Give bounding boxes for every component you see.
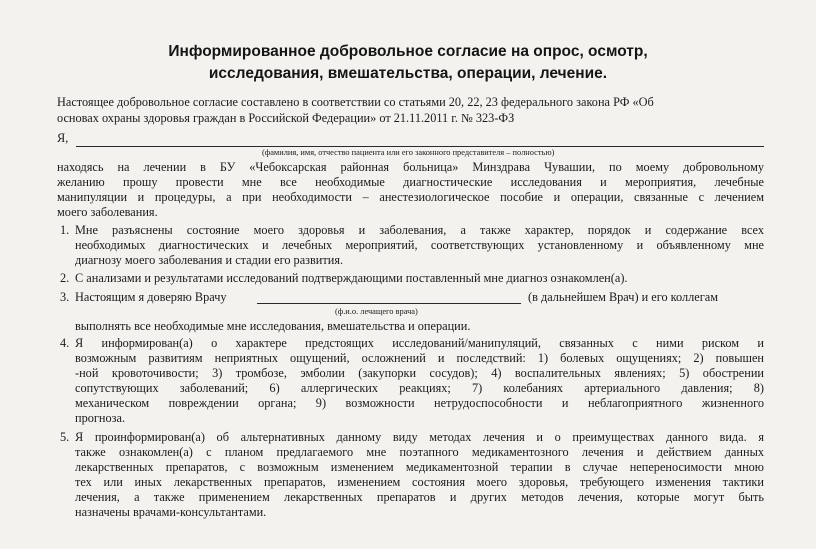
item-5-line-5: лечения, а также применением лекарственных препаратов и других методов лечения, которые могут быть <box>75 490 764 504</box>
paragraph-line-1: находясь на лечении в БУ «Чебоксарская районная больница» Минздрава Чувашии, по моему добровольному <box>57 160 764 174</box>
item-4-line-3: -ной кровоточивости; 3) тромбозе, эмболии (закупорки сосудов); 4) воспалительных явлениях; 5) обострении <box>75 366 764 380</box>
item-5-line-6: назначены врачами-консультантами. <box>75 505 267 519</box>
document-title-line-1: Информированное добровольное согласие на опрос, осмотр, <box>168 43 648 60</box>
intro-line-2: основах охраны здоровья граждан в Российской Федерации» от 21.11.2011 г. № 323-ФЗ <box>57 111 515 125</box>
item-4-number: 4. <box>60 336 70 350</box>
item-4-line-5: механическом повреждении органа; 9) возможности нетрудоспособности и неблагоприятного жизненного <box>75 396 764 410</box>
item-2-line-1: С анализами и результатами исследований подтверждающими поставленный мне диагноз ознакомлен(а). <box>75 271 628 285</box>
patient-name-line <box>76 146 764 147</box>
item-3-number: 3. <box>60 290 70 304</box>
item-2-number: 2. <box>60 271 70 285</box>
patient-name-caption: (фамилия, имя, отчество пациента или его законного представителя – полностью) <box>262 148 555 157</box>
paragraph-line-2: желанию прошу провести мне все необходимые диагностические исследования и мероприятия, лечебные <box>57 175 764 189</box>
item-1-number: 1. <box>60 223 70 237</box>
item-1-line-1: Мне разъяснены состояние моего здоровья и заболевания, а также характер, порядок и содержание всех <box>75 223 764 237</box>
document-title-line-2: исследования, вмешательства, операции, лечение. <box>208 65 608 82</box>
doctor-name-caption: (ф.и.о. лечащего врача) <box>335 307 418 316</box>
item-4-line-4: сопутствующих заболеваний; 6) аллергических реакциях; 7) колебаниях артериального давления; 8) <box>75 381 764 395</box>
item-5-line-4: тех или иных лекарственных препаратов, изменением состояния моего здоровья, требующего изменения тактики <box>75 475 764 489</box>
item-5-line-3: лекарственных препаратов, с возможным изменением медикаментозной терапии в случае непереносимости мною <box>75 460 764 474</box>
item-5-line-2: также ознакомлен(а) с планом предлагаемого мне поэтапного медикаментозного лечения и действием данных <box>75 445 764 459</box>
ya-label: Я, <box>57 131 69 145</box>
item-3-tail: (в дальнейшем Врач) и его коллегам <box>528 290 719 304</box>
doctor-name-line <box>257 303 521 304</box>
item-5-number: 5. <box>60 430 70 444</box>
item-5-line-1: Я проинформирован(а) об альтернативных данному виду методах лечения и о преимуществах данного вида. я <box>75 430 764 444</box>
item-4-line-1: Я информирован(а) о характере предстоящих исследований/манипуляций, связанных с ними риском и <box>75 336 764 350</box>
paragraph-line-3: манипуляции и процедуры, а при необходимости – анестезиологическое пособие и операции, связанные с лечением <box>57 190 764 204</box>
item-4-line-2: возможным развитиям неприятных ощущений, осложнений и последствий: 1) болевых ощущениях; 2) повышен <box>75 351 764 365</box>
item-1-line-3: диагнозу моего заболевания и стадии его развития. <box>75 253 344 267</box>
item-3-continuation: выполнять все необходимые мне исследования, вмешательства и операции. <box>75 319 471 333</box>
item-3-lead: Настоящим я доверяю Врачу <box>75 290 227 304</box>
intro-line-1: Настоящее добровольное согласие составлено в соответствии со статьями 20, 22, 23 федерального закона РФ «Об <box>57 95 654 109</box>
item-4-line-6: прогноза. <box>75 411 126 425</box>
paragraph-line-4: моего заболевания. <box>57 205 158 219</box>
item-1-line-2: необходимых диагностических и лечебных мероприятий, соответствующих установленному и объявленному мне <box>75 238 764 252</box>
